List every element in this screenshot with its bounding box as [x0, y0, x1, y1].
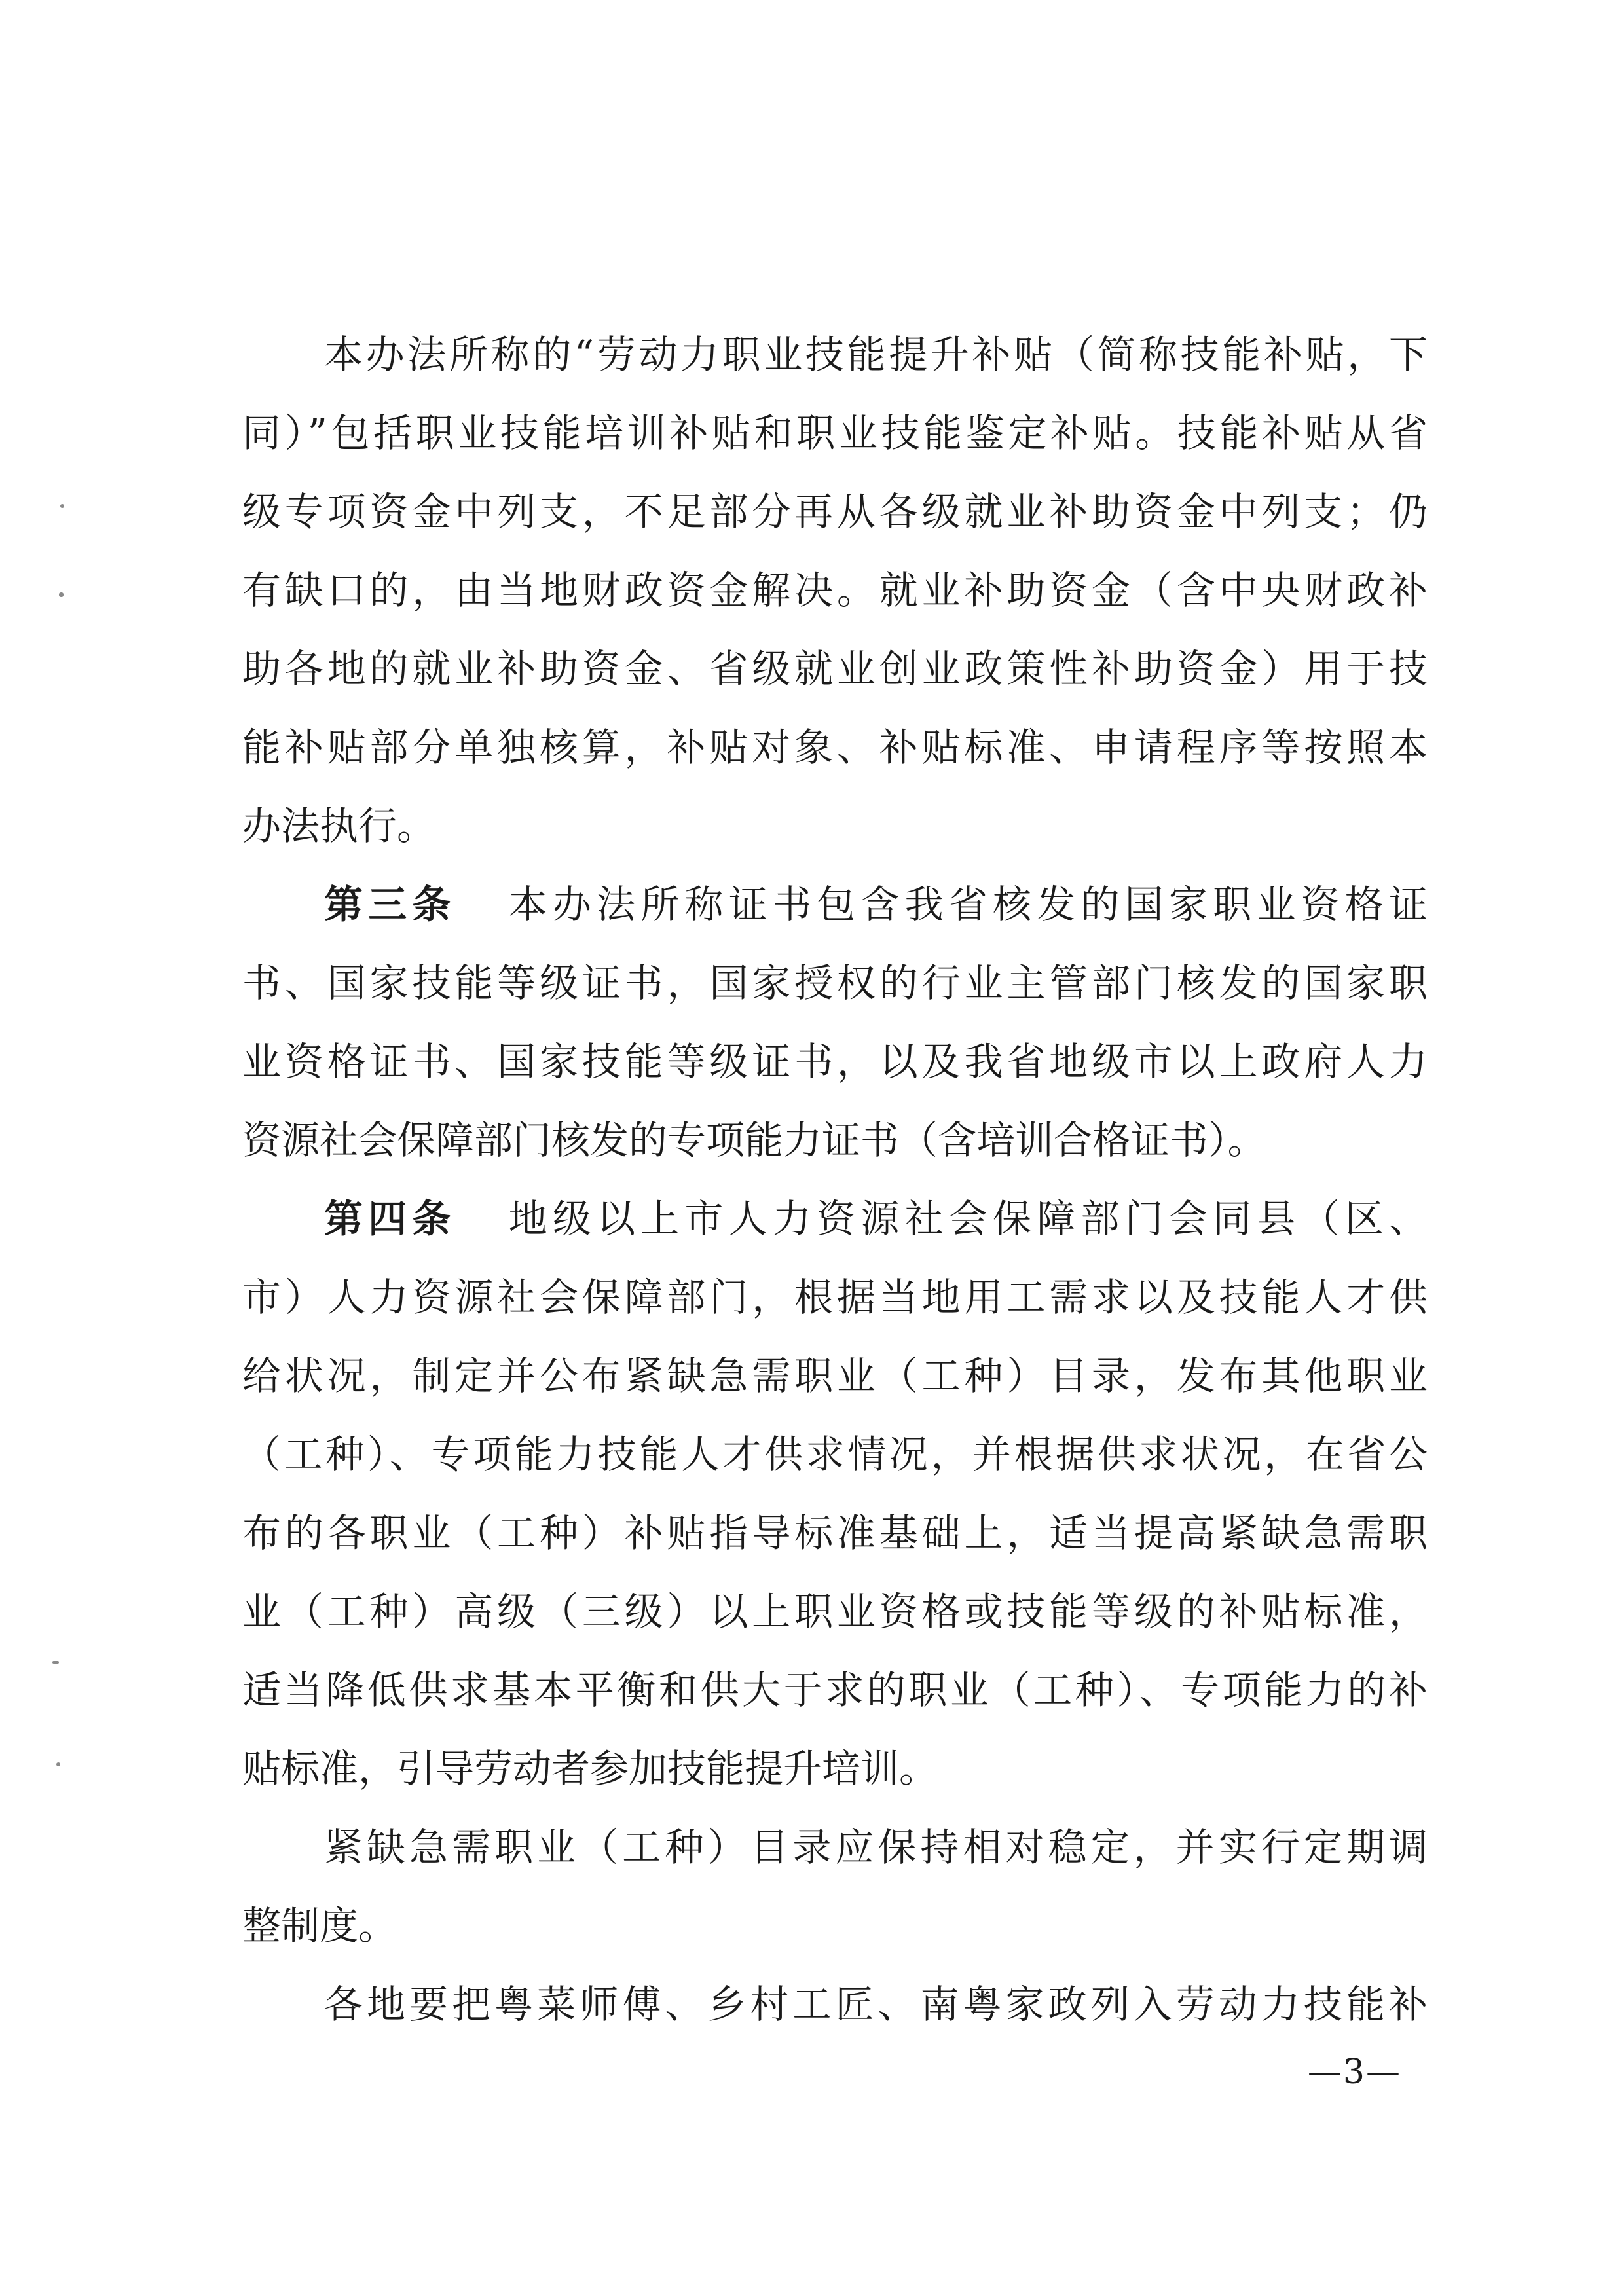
- article-3-heading: 第三条: [324, 882, 456, 927]
- body-text-line: 书、国家技能等级证书，国家授权的行业主管部门核发的国家职: [242, 960, 1428, 1006]
- body-text-segment: 本办法所称证书包含我省核发的国家职业资格证: [508, 882, 1428, 927]
- body-text-line: 资源社会保障部门核发的专项能力证书（含培训合格证书）。: [242, 1118, 1266, 1163]
- body-text-line: 业资格证书、国家技能等级证书，以及我省地级市以上政府人力: [242, 1039, 1428, 1084]
- article-3-first-line: [324, 866, 1428, 944]
- page-number: —3—: [1307, 2052, 1401, 2092]
- body-text-line: 级专项资金中列支，不足部分再从各级就业补助资金中列支；仍: [242, 489, 1428, 534]
- body-text-line: （工种）、专项能力技能人才供求情况，并根据供求状况，在省公: [242, 1432, 1428, 1477]
- body-text-line: 有缺口的，由当地财政资金解决。就业补助资金（含中央财政补: [242, 568, 1428, 613]
- body-text-line: 能补贴部分单独核算，补贴对象、补贴标准、申请程序等按照本: [242, 725, 1428, 770]
- body-text-line: 业（工种）高级（三级）以上职业资格或技能等级的补贴标准，: [242, 1589, 1428, 1634]
- body-text-segment: 地级以上市人力资源社会保障部门会同县（区、: [508, 1196, 1428, 1241]
- body-text-line: 紧缺急需职业（工种）目录应保持相对稳定，并实行定期调: [324, 1825, 1428, 1870]
- body-text-line: 助各地的就业补助资金、省级就业创业政策性补助资金）用于技: [242, 646, 1428, 691]
- body-text-line: 同）”包括职业技能培训补贴和职业技能鉴定补贴。技能补贴从省: [242, 410, 1428, 456]
- body-text-line: 适当降低供求基本平衡和供大于求的职业（工种）、专项能力的补: [242, 1667, 1428, 1713]
- body-text-line: 本办法所称的“劳动力职业技能提升补贴（简称技能补贴，下: [324, 332, 1428, 377]
- article-4-heading: 第四条: [324, 1196, 456, 1241]
- article-4-first-line: [324, 1180, 1428, 1258]
- body-text-line: 贴标准，引导劳动者参加技能提升培训。: [242, 1746, 938, 1791]
- body-text-line: 市）人力资源社会保障部门，根据当地用工需求以及技能人才供: [242, 1275, 1428, 1320]
- scan-speck: [56, 1762, 60, 1766]
- body-text-line: 办法执行。: [242, 803, 436, 848]
- scan-speck: [52, 1661, 59, 1664]
- scan-speck: [60, 504, 64, 508]
- body-text-line: 整制度。: [242, 1903, 397, 1948]
- body-text-line: 给状况，制定并公布紧缺急需职业（工种）目录，发布其他职业: [242, 1353, 1428, 1398]
- scan-speck: [59, 592, 64, 597]
- body-text-line: 各地要把粤菜师傅、乡村工匠、南粤家政列入劳动力技能补: [324, 1982, 1428, 2027]
- body-text-line: 布的各职业（工种）补贴指导标准基础上，适当提高紧缺急需职: [242, 1510, 1428, 1556]
